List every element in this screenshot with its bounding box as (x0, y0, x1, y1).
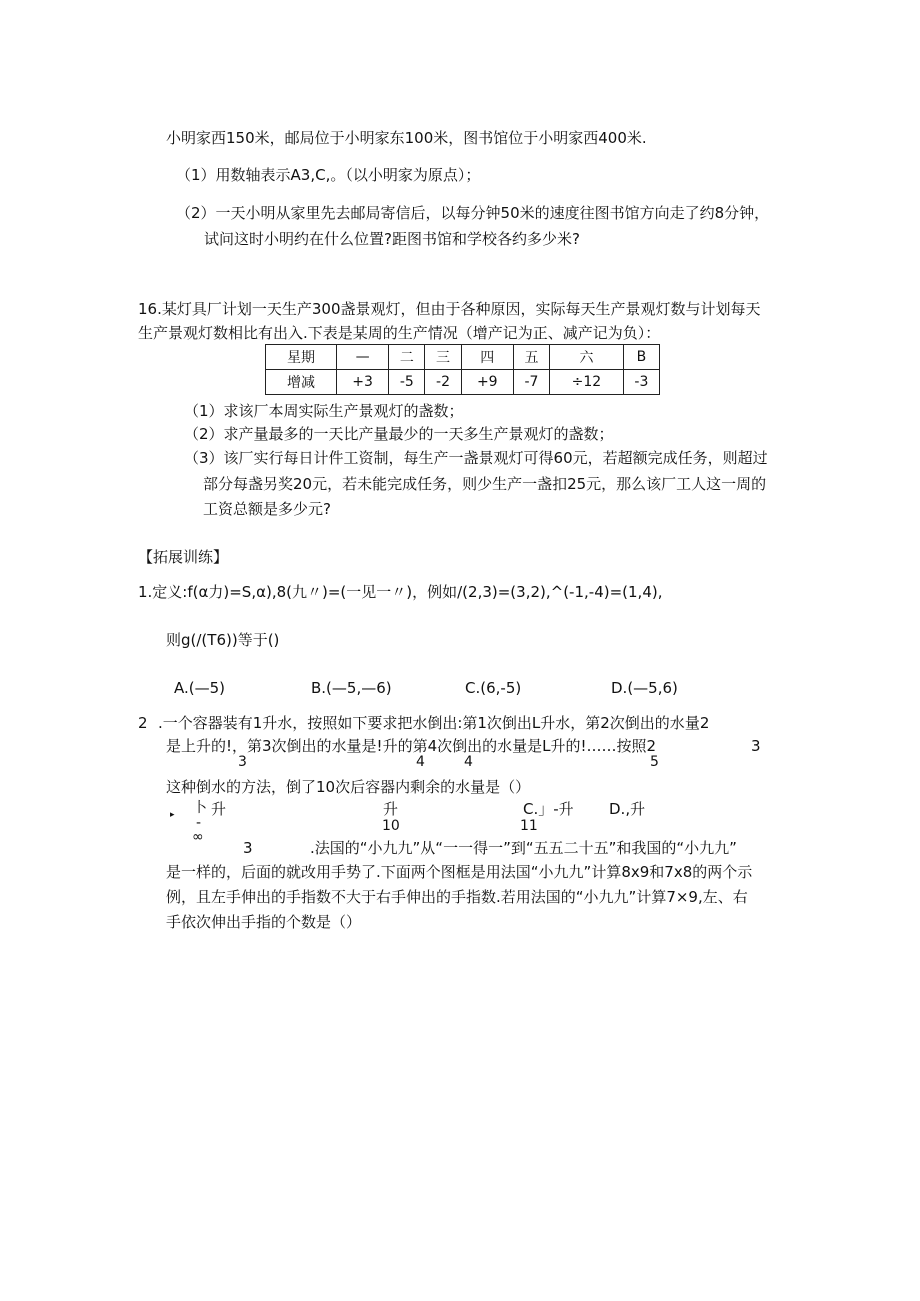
table-row (266, 370, 660, 395)
ext2-option-b-unit: 升 (383, 800, 399, 818)
ext2-line2: 是上升的!，第3次倒出的水量是!升的第4次倒出的水量是L升的!……按照2 (166, 737, 657, 755)
ext2-option-b-denominator: 10 (382, 818, 400, 834)
table-cell: -7 (513, 370, 549, 395)
q16-sub2: （2）求产量最多的一天比产量最少的一天多生产景观灯的盏数； (184, 425, 614, 443)
ext3-number: 3 (243, 839, 253, 857)
q16-line2: 生产景观灯数相比有出入.下表是某周的生产情况（增产记为正、减产记为负）： (138, 324, 661, 342)
ext2-option-a-mark: ▸ (170, 810, 175, 820)
ext2-option-d: D.,升 (609, 800, 646, 818)
q15-part1: （1）用数轴表示A3,C,。（以小明家为原点）； (176, 166, 481, 184)
ext2-line3: 这种倒水的方法，倒了10次后容器内剩余的水量是（） (166, 778, 531, 796)
ext2-option-c-denominator: 11 (520, 818, 538, 834)
q16-sub3-line3: 工资总额是多少元? (203, 500, 331, 518)
table-cell: -2 (425, 370, 461, 395)
table-cell: — (337, 345, 389, 370)
q15-part2-line2: 试问这时小明约在什么位置?距图书馆和学校各约多少米? (204, 230, 580, 248)
ext1-option-a: A.(—5) (174, 679, 226, 697)
ext2-number: 2 (138, 714, 148, 732)
table-cell: 五 (513, 345, 549, 370)
table-header-cell: 增减 (266, 370, 337, 395)
ext3-line2: 是一样的，后面的就改用手势了.下面两个图框是用法国“小九九”计算8x9和7x8的两个示 (166, 863, 753, 881)
q15-part2-line1: （2）一天小明从家里先去邮局寄信后，以每分钟50米的速度往图书馆方向走了约8分钟， (176, 204, 770, 222)
ext2-option-a-unit: 升 (211, 800, 227, 818)
table-row (266, 345, 660, 370)
table-cell: -3 (623, 370, 659, 395)
ext2-denominator: 3 (238, 754, 247, 770)
table-cell: B (623, 345, 659, 370)
table-cell: 二 (389, 345, 425, 370)
production-table (265, 344, 660, 395)
ext2-option-a-bar: - (196, 815, 202, 831)
table-cell: 四 (461, 345, 513, 370)
q16-sub3-line2: 部分每盏另奖20元，若未能完成任务，则少生产一盏扣25元，那么该厂工人这一周的 (203, 475, 767, 493)
ext2-line1: .一个容器装有1升水，按照如下要求把水倒出:第1次倒出L升水，第2次倒出的水量2 (158, 714, 710, 732)
ext1-option-c: C.(6,-5) (465, 679, 522, 697)
q16-sub1: （1）求该厂本周实际生产景观灯的盏数； (184, 402, 464, 420)
table-cell: -5 (389, 370, 425, 395)
ext2-option-a-numerator: 卜 (193, 800, 207, 816)
ext2-denominator: 4 (416, 754, 425, 770)
ext3-line3: 例，且左手伸出的手指数不大于右手伸出的手指数.若用法国的“小九九”计算7×9,左、右 (166, 888, 748, 906)
ext3-line1: .法国的“小九九”从“一一得一”到“五五二十五”和我国的“小九九” (310, 839, 737, 857)
extension-heading: 【拓展训练】 (138, 548, 229, 566)
ext2-denominator: 5 (650, 754, 659, 770)
table-cell: 六 (550, 345, 624, 370)
q15-intro: 小明家西150米，邮局位于小明家东100米，图书馆位于小明家西400米. (166, 129, 647, 147)
q16-sub3-line1: （3）该厂实行每日计件工资制，每生产一盏景观灯可得60元，若超额完成任务，则超过 (184, 449, 768, 467)
ext2-option-a-denominator: ∞ (192, 829, 204, 845)
ext1-line1: 1.定义:f(α力)=S,α),8(九〃)=(一见一〃)，例如/(2,3)=(3,2),^(-1,-4)=(1,4), (138, 583, 663, 601)
ext2-line2-tail: 3 (751, 737, 761, 755)
ext1-line2: 则g(/(T6))等于() (166, 631, 280, 649)
table-cell: +9 (461, 370, 513, 395)
ext1-option-d: D.(—5,6) (611, 679, 678, 697)
q16-line1: 16.某灯具厂计划一天生产300盏景观灯，但由于各种原因，实际每天生产景观灯数与计划每天 (138, 300, 761, 318)
ext2-option-c: C.」-升 (523, 800, 574, 818)
ext2-denominator: 4 (464, 754, 473, 770)
table-cell: ÷12 (550, 370, 624, 395)
table-header-cell: 星期 (266, 345, 337, 370)
table-cell: 三 (425, 345, 461, 370)
ext3-line4: 手依次伸出手指的个数是（） (166, 913, 362, 931)
table-cell: +3 (337, 370, 389, 395)
ext1-option-b: B.(—5,—6) (311, 679, 392, 697)
